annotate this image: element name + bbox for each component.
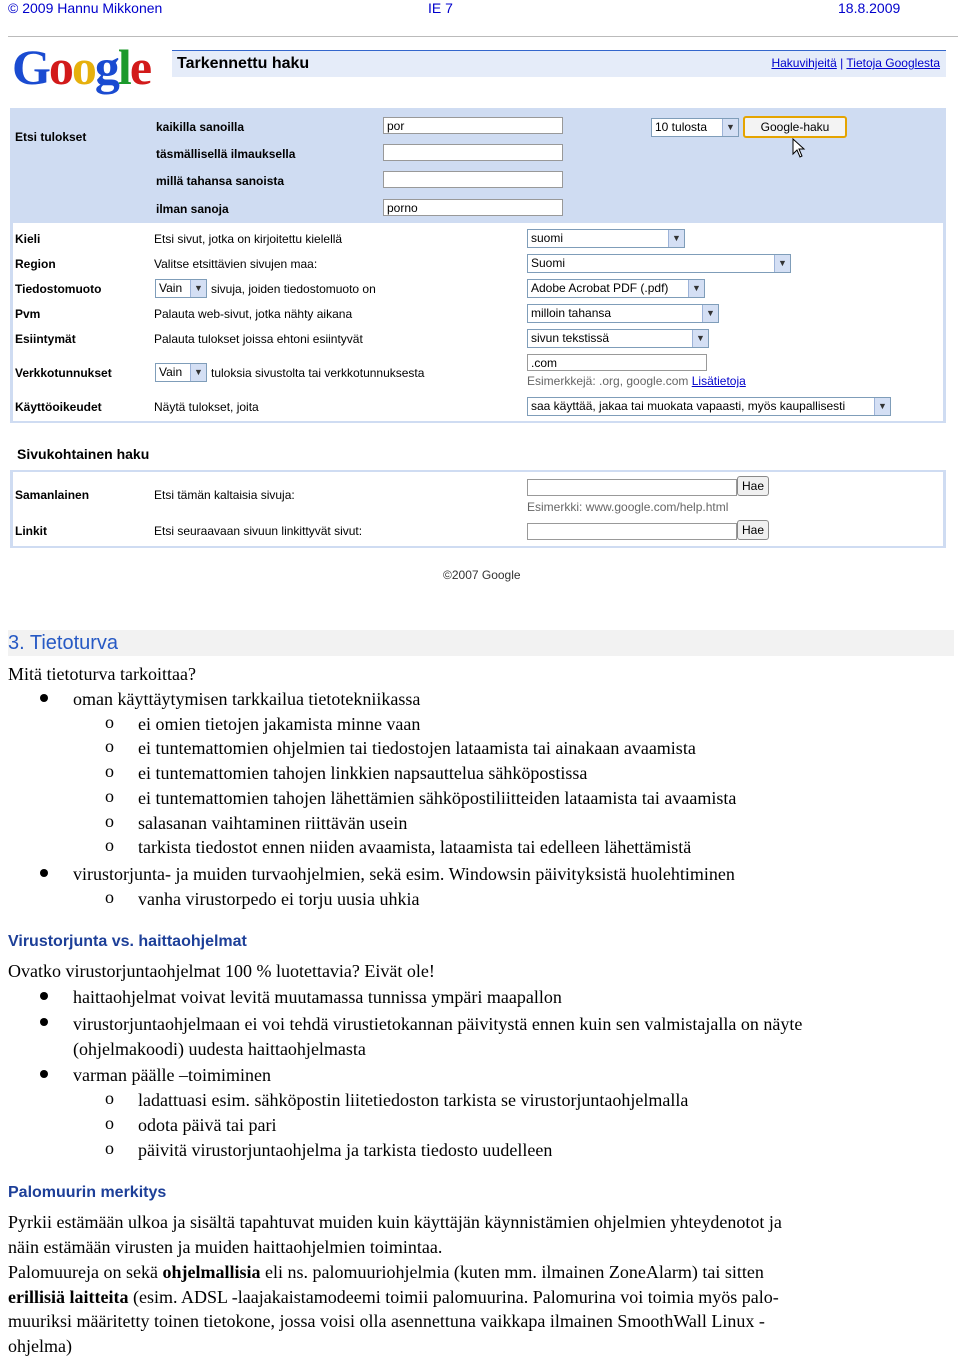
bullet-icon [40, 1018, 48, 1026]
sub-bullet-icon: o [105, 786, 114, 806]
chevron-down-icon: ▼ [692, 330, 708, 347]
bullet-icon [40, 992, 48, 1000]
paragraph [8, 1260, 953, 1285]
region-select[interactable] [527, 254, 791, 273]
date-label: Pvm [15, 307, 41, 321]
more-info-link[interactable]: Lisätietoja [691, 374, 746, 388]
header-date: 18.8.2009 [838, 0, 901, 16]
chevron-down-icon: ▼ [190, 280, 206, 297]
language-value: suomi [531, 231, 564, 245]
paragraph [8, 1285, 953, 1310]
list-item-continued: (ohjelmakoodi) uudesta haittaohjelmasta [73, 1039, 366, 1059]
paragraph: näin estämään virusten ja muiden haittaohjelmien toimintaa. [8, 1237, 443, 1257]
all-words-input[interactable]: por [383, 117, 563, 134]
options-section [13, 223, 943, 421]
link-about-google[interactable]: Tietoja Googlesta [846, 56, 940, 70]
bullet-icon [40, 1070, 48, 1078]
links-desc: Etsi seuraavaan sivuun linkittyvät sivut: [154, 524, 363, 538]
sub-bullet-icon: o [105, 1113, 114, 1133]
occurrences-value: sivun tekstissä [531, 331, 610, 345]
text-run: Palomuureja on sekä [8, 1262, 163, 1282]
sub-bullet-icon: o [105, 712, 114, 732]
similar-label: Samanlainen [15, 488, 90, 502]
page-search-section [13, 472, 943, 546]
find-results-label: Etsi tulokset [15, 130, 87, 144]
occurrences-label: Esiintymät [15, 332, 76, 346]
google-search-button[interactable]: Google-haku [743, 116, 847, 138]
paragraph: muuriksi määritetty toinen tietokone, jossa voisi olla asennettuna vaikkapa ilmainen SmoothWall Linux - [8, 1311, 765, 1331]
google-copyright: ©2007 Google [443, 568, 521, 582]
chevron-down-icon: ▼ [190, 364, 206, 381]
usage-rights-label: Käyttöoikeudet [15, 400, 102, 414]
chevron-down-icon: ▼ [668, 230, 684, 247]
paragraph: ohjelma) [8, 1336, 72, 1356]
links-search-button[interactable]: Hae [737, 520, 769, 540]
list-item: virustorjunta- ja muiden turvaohjelmien, sekä esim. Windowsin päivityksistä huolehtiminen [73, 864, 735, 884]
link-search-tips[interactable]: Hakuvihjeitä [771, 56, 837, 70]
usage-rights-value: saa käyttää, jakaa tai muokata vapaasti, myös kaupallisesti [531, 399, 846, 413]
language-desc: Etsi sivut, jotka on kirjoitettu kielellä [154, 232, 343, 246]
mouse-cursor-icon [792, 138, 806, 158]
page-search-panel [10, 470, 946, 548]
language-select[interactable] [527, 229, 685, 248]
domains-label: Verkkotunnukset [15, 366, 112, 380]
results-count-select[interactable] [651, 118, 739, 137]
filetype-select[interactable] [527, 279, 705, 298]
filetype-value: Adobe Acrobat PDF (.pdf) [531, 281, 669, 295]
bullet-icon [40, 869, 48, 877]
region-desc: Valitse etsittävien sivujen maa: [154, 257, 318, 271]
text-bold: ohjelmallisia [162, 1262, 261, 1282]
chevron-down-icon: ▼ [688, 280, 704, 297]
filetype-mode-value: Vain [159, 281, 183, 295]
bullet-icon [40, 694, 48, 702]
without-words-label: ilman sanoja [156, 202, 229, 216]
list-item: ei omien tietojen jakamista minne vaan [138, 714, 421, 734]
list-item: varman päälle –toimiminen [73, 1065, 271, 1085]
header-copyright: © 2009 Hannu Mikkonen [8, 0, 163, 16]
date-value: milloin tahansa [531, 306, 612, 320]
occurrences-select[interactable] [527, 329, 709, 348]
list-item: salasanan vaihtaminen riittävän usein [138, 813, 408, 833]
domains-mode-select[interactable] [155, 363, 207, 382]
chevron-down-icon: ▼ [874, 398, 890, 415]
find-results-panel [10, 108, 946, 221]
sub-bullet-icon: o [105, 736, 114, 756]
paragraph: Pyrkii estämään ulkoa ja sisältä tapahtuvat muiden kuin käyttäjän käynnistämien ohjelmien yhteydenotot ja [8, 1212, 782, 1232]
list-item: odota päivä tai pari [138, 1115, 277, 1135]
filetype-label: Tiedostomuoto [15, 282, 102, 296]
list-item: ei tuntemattomien tahojen linkkien napsauttelua sähköpostissa [138, 763, 588, 783]
any-words-input[interactable] [383, 171, 563, 188]
domains-hint [527, 374, 746, 388]
chevron-down-icon: ▼ [774, 255, 790, 272]
page-search-title: Sivukohtainen haku [17, 446, 150, 462]
list-item: tarkista tiedostot ennen niiden avaamista, lataamista tai edelleen lähettämistä [138, 837, 692, 857]
date-select[interactable] [527, 304, 719, 323]
sub-bullet-icon: o [105, 761, 114, 781]
domains-hint-text: Esimerkkejä: .org, google.com [527, 374, 689, 388]
page-header [0, 0, 960, 18]
region-value: Suomi [531, 256, 566, 270]
list-item: oman käyttäytymisen tarkkailua tietotekniikassa [73, 689, 421, 709]
list-item: virustorjuntaohjelmaan ei voi tehdä virustietokannan päivitystä ennen kuin sen valmistajalla on näyte [73, 1014, 803, 1034]
sub-bullet-icon: o [105, 1088, 114, 1108]
top-links: Hakuvihjeitä | Tietoja Googlesta [771, 56, 940, 70]
section-heading-firewall: Palomuurin merkitys [8, 1184, 167, 1201]
page-title: Tarkennettu haku [177, 55, 310, 72]
header-browser: IE 7 [428, 0, 453, 16]
exact-phrase-label: täsmällisellä ilmauksella [156, 147, 296, 161]
language-label: Kieli [15, 232, 41, 246]
all-words-label: kaikilla sanoilla [156, 120, 245, 134]
filetype-desc: sivuja, joiden tiedostomuoto on [211, 282, 376, 296]
sub-bullet-icon: o [105, 887, 114, 907]
sub-bullet-icon: o [105, 1138, 114, 1158]
links-input[interactable] [527, 523, 737, 540]
any-words-label: millä tahansa sanoista [156, 174, 285, 188]
list-item: ei tuntemattomien ohjelmien tai tiedostojen lataamista tai ainakaan avaamista [138, 738, 696, 758]
chevron-down-icon: ▼ [702, 305, 718, 322]
exact-phrase-input[interactable] [383, 144, 563, 161]
similar-search-button[interactable]: Hae [737, 476, 769, 496]
occurrences-desc: Palauta tulokset joissa ehtoni esiintyvät [154, 332, 363, 346]
date-desc: Palauta web-sivut, jotka nähty aikana [154, 307, 353, 321]
list-item: päivitä virustorjuntaohjelma ja tarkista tiedosto uudelleen [138, 1140, 553, 1160]
results-count-value: 10 tulosta [655, 120, 708, 134]
question-security: Mitä tietoturva tarkoittaa? [8, 664, 196, 684]
list-item: haittaohjelmat voivat levitä muutamassa tunnissa ympäri maapallon [73, 987, 562, 1007]
advanced-search-screenshot [0, 38, 960, 590]
similar-hint: Esimerkki: www.google.com/help.html [527, 500, 729, 514]
filetype-mode-select[interactable] [155, 279, 207, 298]
chevron-down-icon: ▼ [722, 119, 738, 136]
text-bold: erillisiä laitteita [8, 1287, 129, 1307]
without-words-input[interactable]: porno [383, 199, 563, 216]
text-run: (esim. ADSL -laajakaistamodeemi toimii palomuurina. Palomurina voi toimia myös palo- [128, 1287, 779, 1307]
section-heading-antivirus: Virustorjunta vs. haittaohjelmat [8, 933, 247, 950]
list-item: ladattuasi esim. sähköpostin liitetiedoston tarkista se virustorjuntaohjelmalla [138, 1090, 689, 1110]
usage-rights-desc: Näytä tulokset, joita [154, 400, 259, 414]
sub-bullet-icon: o [105, 811, 114, 831]
google-logo: Google [12, 39, 151, 95]
domains-mode-value: Vain [159, 365, 183, 379]
header-divider [8, 36, 958, 37]
list-item: vanha virustorpedo ei torju uusia uhkia [138, 889, 420, 909]
options-panel [10, 221, 946, 423]
domains-desc: tuloksia sivustolta tai verkkotunnuksesta [211, 366, 425, 380]
sub-bullet-icon: o [105, 835, 114, 855]
text-run: eli ns. palomuuriohjelmia (kuten mm. ilmainen ZoneAlarm) tai sitten [260, 1262, 764, 1282]
usage-rights-select[interactable] [527, 397, 891, 416]
similar-desc: Etsi tämän kaltaisia sivuja: [154, 488, 295, 502]
question-antivirus: Ovatko virustorjuntaohjelmat 100 % luotettavia? Eivät ole! [8, 961, 435, 981]
domains-input[interactable]: .com [527, 354, 707, 371]
section-heading-security: 3. Tietoturva [8, 630, 954, 656]
similar-input[interactable] [527, 479, 737, 496]
list-item: ei tuntemattomien tahojen lähettämien sähköpostiliitteiden lataamista tai avaamista [138, 788, 737, 808]
links-label: Linkit [15, 524, 47, 538]
title-bar [172, 50, 946, 77]
region-label: Region [15, 257, 56, 271]
